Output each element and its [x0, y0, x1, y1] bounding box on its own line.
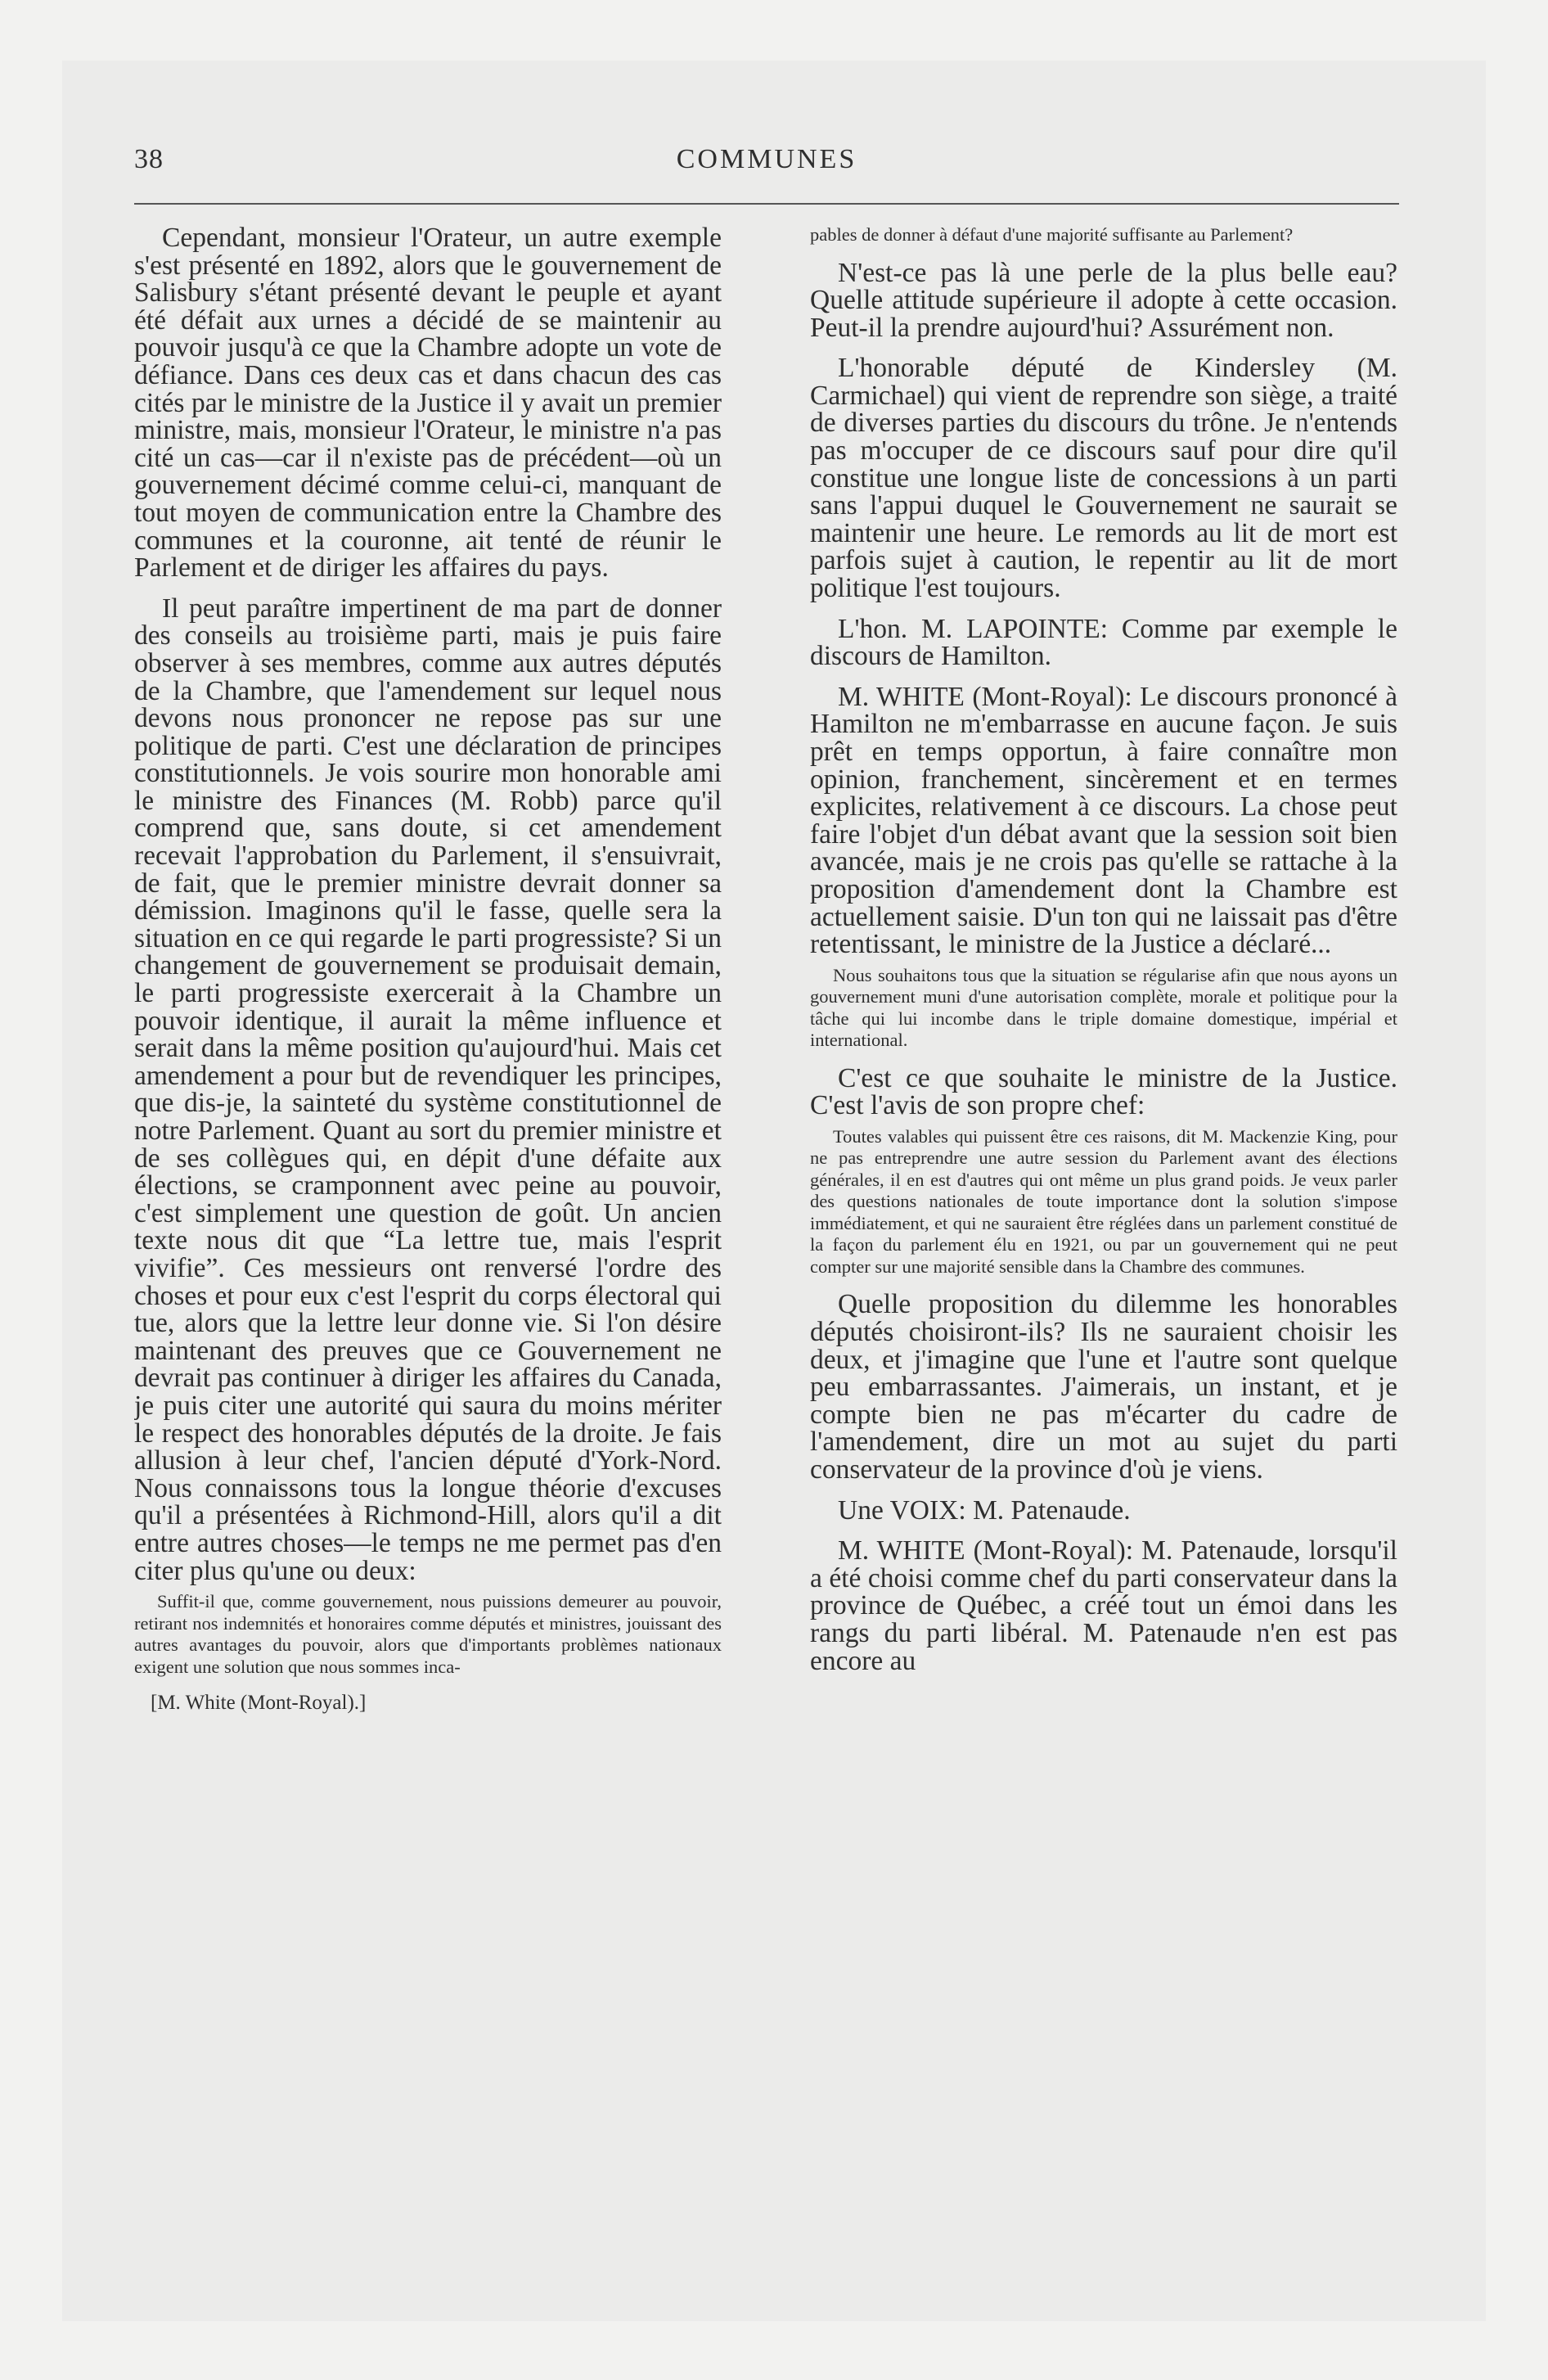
block-quote-continued: pables de donner à défaut d'une majorité suffisante au Parlement? [810, 224, 1294, 245]
paragraph: Il peut paraître impertinent de ma part de donner des conseils au troisième parti, mais je puis faire observer à ses membres, comme aux autres députés de la Chambre, que l'amendement sur lequel nous devons nous prononcer ne repose pas sur une politique de parti. C'est une déclaration de principes constitutionnels. Je vois sourire mon honorable ami le ministre des Finances (M. Robb) parce qu'il comprend que, sans doute, si cet amendement recevait l'approbation du Parlement, il s'ensuivrait, de fait, que le premier ministre devrait donner sa démission. Imaginons qu'il le fasse, quelle sera la situation en ce qui regarde le parti progressiste? Si un changement de gouvernement se produisait demain, le parti progressiste exercerait à la Chambre un pouvoir identique, il aurait la même influence et serait dans la même position qu'aujourd'hui. Mais cet amendement a pour but de revendiquer les principes, que dis-je, la sainteté du système constitutionnel de notre Parlement. Quant au sort du premier ministre et de ses collègues qui, en dépit d'une défaite aux élections, se cramponnent avec peine au pouvoir, c'est simplement une question de goût. Un ancien texte nous dit que “La lettre tue, mais l'esprit vivifie”. Ces messieurs ont renversé l'ordre des choses et pour eux c'est l'esprit du corps électoral qui tue, alors que la lettre leur donne vie. Si l'on désire maintenant des preuves que ce Gouvernement ne devrait pas continuer à diriger les affaires du Canada, je puis citer une autorité qui saura du moins mériter le respect des honorables députés de la droite. Je fais allusion à leur chef, l'ancien député d'York-Nord. Nous connaissons tous la longue théorie d'excuses qu'il a présentées à Richmond-Hill, alors qu'il a dit entre autres choses—le temps ne me permet pas d'en citer plus qu'une ou deux: [134, 593, 722, 1586]
paragraph: Quelle proposition du dilemme les honorables députés choisiront-ils? Ils ne sauraient choisir les deux, et j'imagine que l'une et l'autre sont quelque peu embarrassantes. J'aimerais, un instant, et je compte bien ne pas m'écarter du cadre de l'amendement, dire un mot au sujet du parti conservateur de la province d'où je viens. [810, 1289, 1397, 1485]
paragraph: N'est-ce pas là une perle de la plus belle eau? Quelle attitude supérieure il adopte à cette occasion. Peut-il la prendre aujourd'hui? Assurément non. [810, 257, 1397, 343]
page-number: 38 [134, 144, 164, 174]
block-quote: Suffit-il que, comme gouvernement, nous puissions demeurer au pouvoir, retirant nos indemnités et honoraires comme députés et ministres, jouissant des autres avantages du pouvoir, alors que d'importants problèmes nationaux exigent une solution que nous sommes inca- [134, 1591, 722, 1677]
paragraph: C'est ce que souhaite le ministre de la Justice. C'est l'avis de son propre chef: [810, 1062, 1397, 1121]
paragraph: L'hon. M. LAPOINTE: Comme par exemple le discours de Hamilton. [810, 613, 1397, 672]
header-rule [134, 203, 1399, 205]
page-header [134, 144, 1399, 183]
speaker-attribution: [M. White (Mont-Royal).] [151, 1692, 367, 1715]
paragraph: Cependant, monsieur l'Orateur, un autre exemple s'est présenté en 1892, alors que le gouvernement de Salisbury s'étant présenté devant le peuple et ayant été défait aux urnes a décidé de se maintenir au pouvoir jusqu'à ce que la Chambre adopte un vote de défiance. Dans ces deux cas et dans chacun des cas cités par le ministre de la Justice il y avait un premier ministre, mais, monsieur l'Orateur, le ministre n'a pas cité un cas—car il n'existe pas de précédent—où un gouvernement décimé comme celui-ci, manquant de tout moyen de communication entre la Chambre des communes et la couronne, ait tenté de réunir le Parlement et de diriger les affaires du pays. [134, 224, 722, 584]
running-head: COMMUNES [676, 144, 857, 174]
paragraph: M. WHITE (Mont-Royal): Le discours prononcé à Hamilton ne m'embarrasse en aucune façon. Je suis prêt en temps opportun, à faire connaître mon opinion, franchement, sincèrement et en termes explicites, relativement à ce discours. La chose peut faire l'objet d'un débat avant que la session soit bien avancée, mais je ne crois pas qu'elle se rattache à la proposition d'amendement dont la Chambre est actuellement saisie. D'un ton qui ne laissait pas d'être retentissant, le ministre de la Justice a déclaré... [810, 681, 1397, 960]
paragraph: L'honorable député de Kindersley (M. Carmichael) qui vient de reprendre son siège, a traité de diverses parties du discours du trône. Je n'entends pas m'occuper de ce discours sauf pour dire qu'il constitue une longue liste de concessions à un parti sans l'appui duquel le Gouvernement ne saurait se maintenir une heure. Le remords au lit de mort est parfois sujet à caution, le repentir au lit de mort politique l'est toujours. [810, 353, 1397, 604]
paragraph: Une VOIX: M. Patenaude. [838, 1494, 1131, 1526]
paragraph: M. WHITE (Mont-Royal): M. Patenaude, lorsqu'il a été choisi comme chef du parti conservateur dans la province de Québec, a créé tout un émoi dans les rangs du parti libéral. M. Patenaude n'en est pas encore au [810, 1535, 1397, 1676]
block-quote: Toutes valables qui puissent être ces raisons, dit M. Mackenzie King, pour ne pas entreprendre une autre session du Parlement avant des élections générales, il en est d'autres qui ont même un plus grand poids. Je veux parler des questions nationales de toute importance dont la solution s'impose immédiatement, et qui ne sauraient être réglées dans un parlement constitué de la façon du parlement élu en 1921, ou par un gouvernement qui ne peut compter sur une majorité sensible dans la Chambre des communes. [810, 1125, 1397, 1277]
right-column [810, 224, 1397, 2180]
block-quote: Nous souhaitons tous que la situation se régularise afin que nous ayons un gouvernement muni d'une autorisation complète, morale et politique pour la tâche qui lui incombe dans le triple domaine domestique, impérial et international. [810, 964, 1397, 1051]
left-column [134, 224, 722, 2180]
